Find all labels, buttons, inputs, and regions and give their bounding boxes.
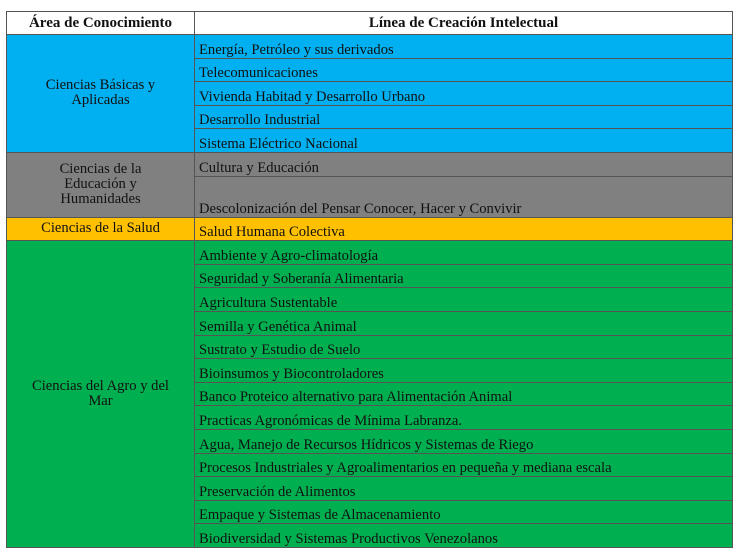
area-cell bbox=[7, 217, 195, 241]
line-cell: Telecomunicaciones bbox=[195, 58, 733, 82]
area-label: Aplicadas bbox=[71, 92, 130, 109]
table-row bbox=[7, 217, 733, 241]
table-row bbox=[7, 35, 733, 59]
line-cell: Seguridad y Soberanía Alimentaria bbox=[195, 264, 733, 288]
line-cell: Sustrato y Estudio de Suelo bbox=[195, 335, 733, 359]
line-cell: Practicas Agronómicas de Mínima Labranza. bbox=[195, 406, 733, 430]
line-cell: Salud Humana Colectiva bbox=[195, 217, 733, 241]
line-cell: Empaque y Sistemas de Almacenamiento bbox=[195, 500, 733, 524]
line-cell: Descolonización del Pensar Conocer, Hacer y Convivir bbox=[195, 176, 733, 217]
table-row bbox=[7, 241, 733, 265]
line-cell: Vivienda Habitad y Desarrollo Urbano bbox=[195, 82, 733, 106]
line-cell: Agua, Manejo de Recursos Hídricos y Sistemas de Riego bbox=[195, 429, 733, 453]
header-row bbox=[7, 12, 733, 35]
area-label: Ciencias de la Salud bbox=[41, 220, 160, 237]
area-label: Humanidades bbox=[60, 191, 141, 208]
line-cell: Semilla y Genética Animal bbox=[195, 311, 733, 335]
line-cell: Banco Proteico alternativo para Alimentación Animal bbox=[195, 382, 733, 406]
area-cell bbox=[7, 241, 195, 548]
line-cell: Desarrollo Industrial bbox=[195, 105, 733, 129]
area-cell bbox=[7, 35, 195, 153]
area-label: Ciencias del Agro y del bbox=[32, 378, 169, 395]
table-body bbox=[7, 35, 733, 548]
area-label: Ciencias Básicas y bbox=[45, 77, 156, 94]
line-cell: Biodiversidad y Sistemas Productivos Venezolanos bbox=[195, 524, 733, 548]
area-label: Educación y bbox=[64, 176, 137, 193]
table-row bbox=[7, 152, 733, 176]
area-label: Mar bbox=[88, 393, 113, 410]
header-line: Línea de Creación Intelectual bbox=[195, 12, 733, 35]
knowledge-areas-table bbox=[6, 11, 733, 548]
line-cell: Bioinsumos y Biocontroladores bbox=[195, 359, 733, 383]
line-cell: Energía, Petróleo y sus derivados bbox=[195, 35, 733, 59]
line-cell: Cultura y Educación bbox=[195, 152, 733, 176]
area-label: Ciencias de la bbox=[59, 161, 142, 178]
area-cell bbox=[7, 152, 195, 217]
header-area: Área de Conocimiento bbox=[7, 12, 195, 35]
line-cell: Sistema Eléctrico Nacional bbox=[195, 129, 733, 153]
line-cell: Agricultura Sustentable bbox=[195, 288, 733, 312]
line-cell: Ambiente y Agro-climatología bbox=[195, 241, 733, 265]
line-cell: Procesos Industriales y Agroalimentarios en pequeña y mediana escala bbox=[195, 453, 733, 477]
line-cell: Preservación de Alimentos bbox=[195, 477, 733, 501]
